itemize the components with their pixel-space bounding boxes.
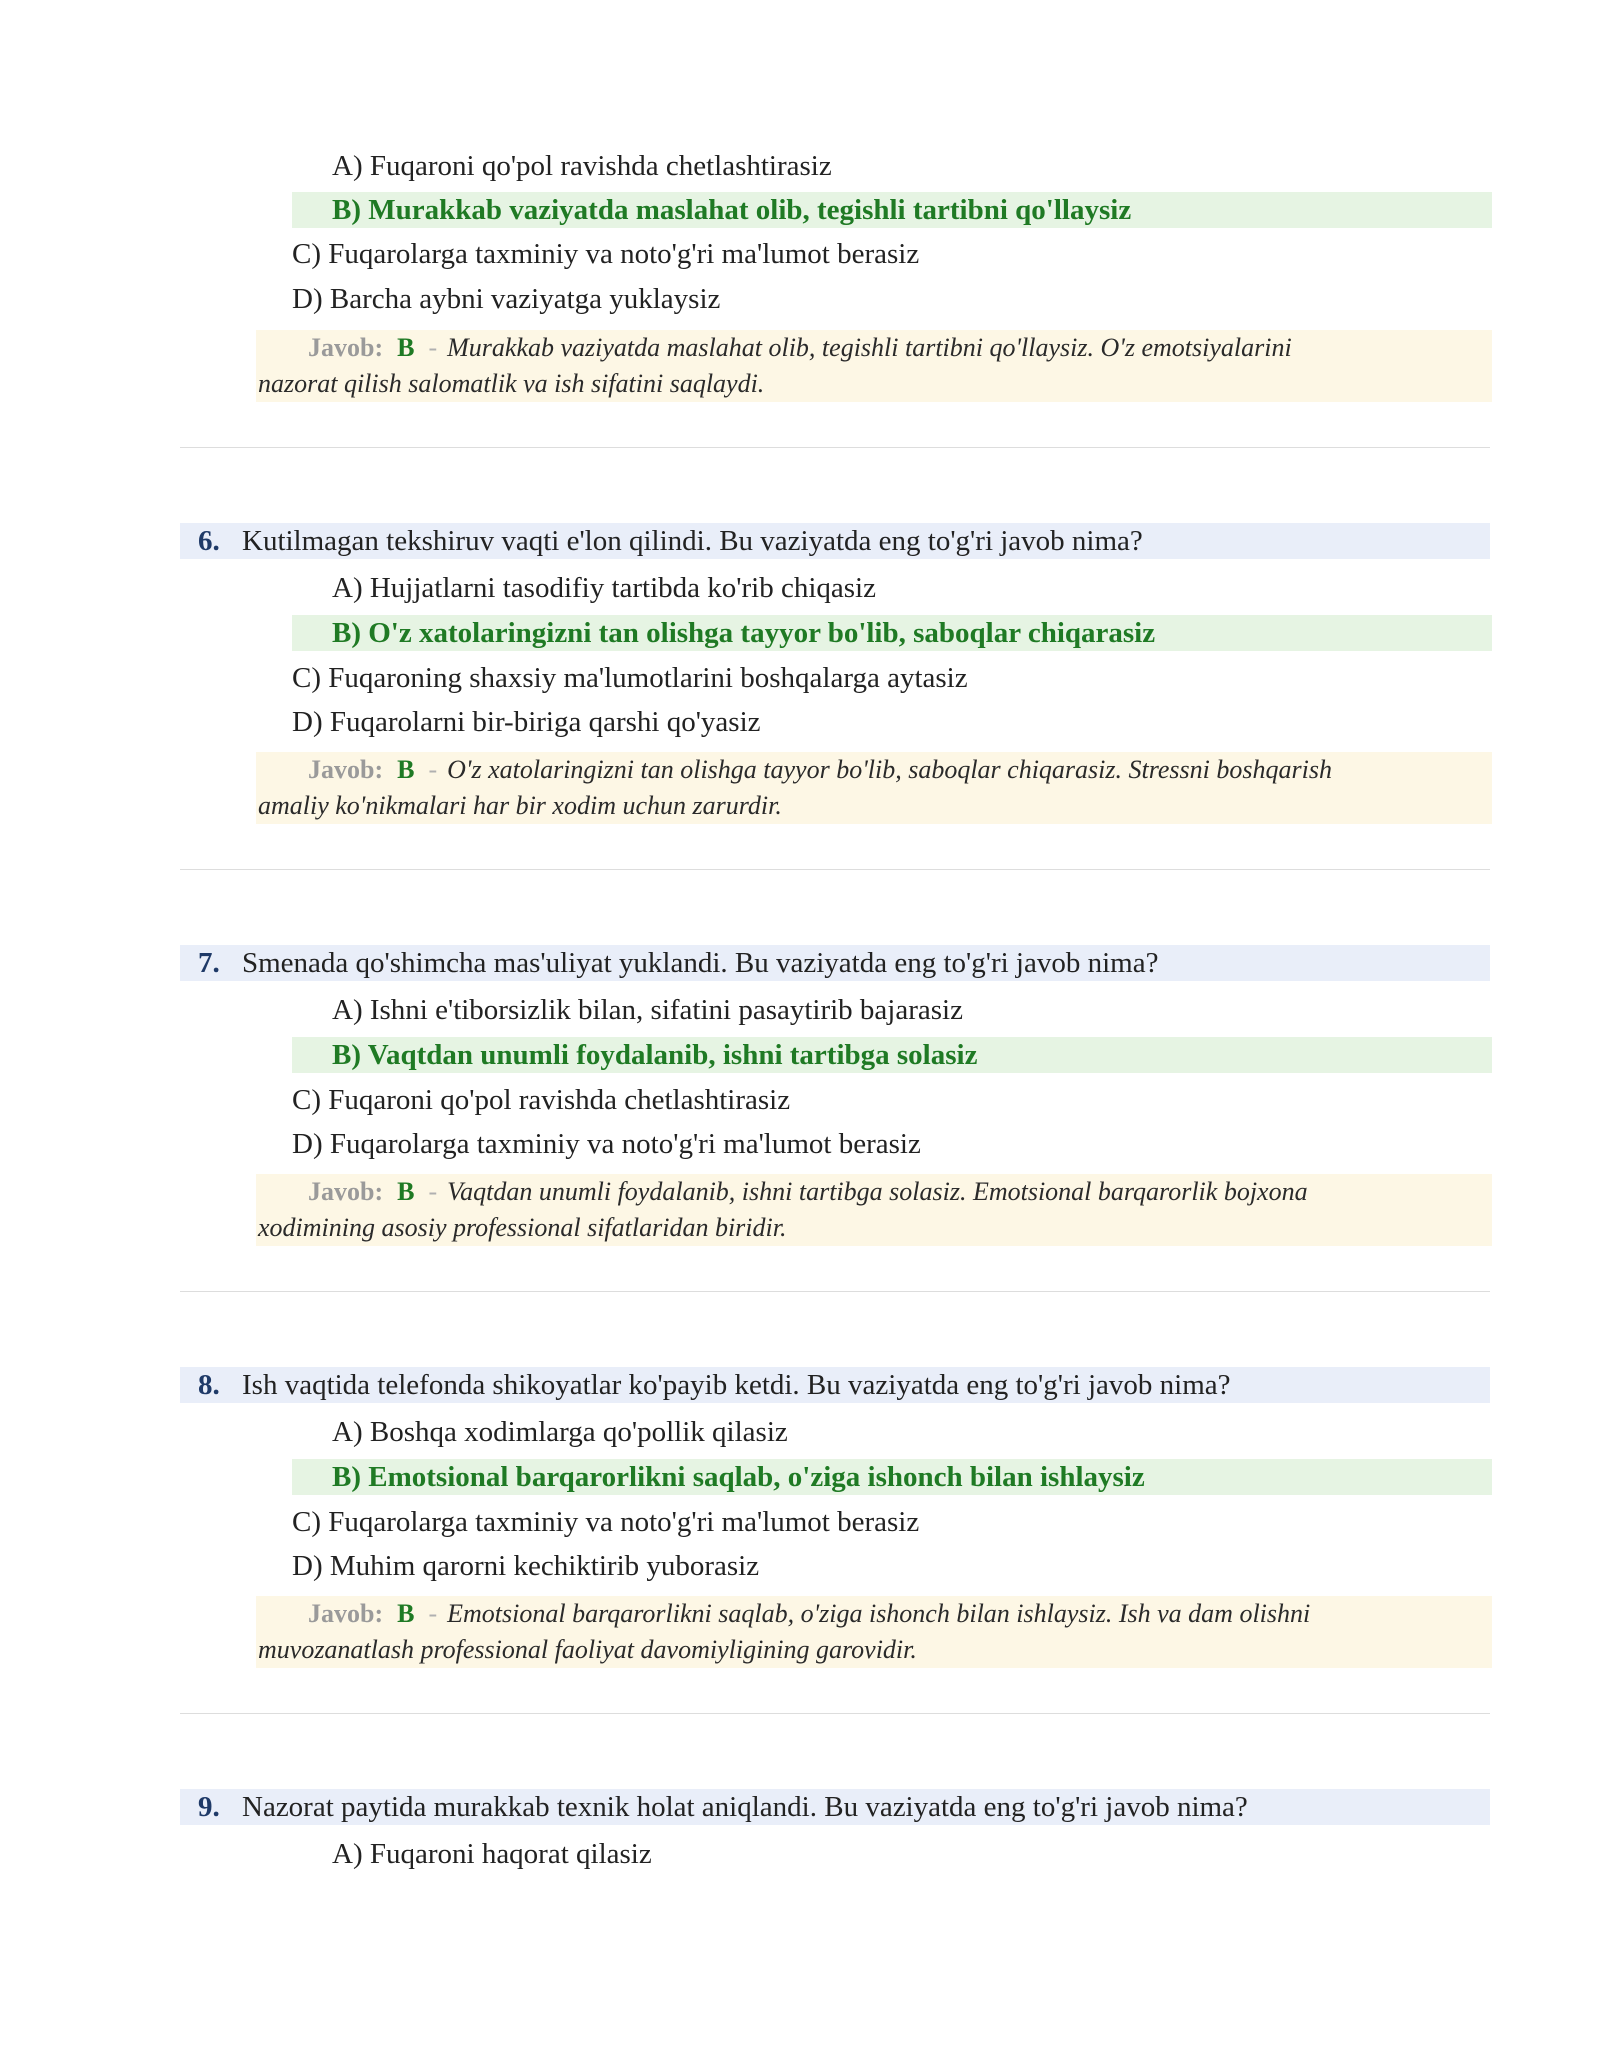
answer-label: Javob: (308, 333, 384, 362)
q7-option-c: C) Fuqaroni qo'pol ravishda chetlashtirasiz (292, 1084, 791, 1116)
q7-option-b-correct: B) Vaqtdan unumli foydalanib, ishni tartibga solasiz (292, 1037, 1492, 1073)
answer-letter: B (397, 755, 415, 784)
q7-question-row (180, 945, 1490, 981)
answer-explanation-line2: muvozanatlash professional faoliyat davomiyligining garovidir. (258, 1635, 917, 1664)
section-divider (180, 869, 1490, 870)
answer-letter: B (397, 1177, 415, 1206)
section-divider (180, 1713, 1490, 1714)
q5-option-b-correct: B) Murakkab vaziyatda maslahat olib, tegishli tartibni qo'llaysiz (292, 192, 1492, 228)
answer-explanation-line2: xodimining asosiy professional sifatlaridan biridir. (258, 1213, 787, 1242)
q5-answer-box (256, 330, 1492, 402)
q7-option-d: D) Fuqarolarga taxminiy va noto'g'ri ma'lumot berasiz (292, 1128, 921, 1160)
q8-option-a: A) Boshqa xodimlarga qo'pollik qilasiz (332, 1416, 788, 1448)
answer-explanation-line1: Vaqtdan unumli foydalanib, ishni tartibga solasiz. Emotsional barqarorlik bojxona (447, 1177, 1308, 1206)
q7-option-a: A) Ishni e'tiborsizlik bilan, sifatini pasaytirib bajarasiz (332, 994, 963, 1026)
q8-question-row (180, 1367, 1490, 1403)
q6-question-text: Kutilmagan tekshiruv vaqti e'lon qilindi. Bu vaziyatda eng to'g'ri javob nima? (242, 525, 1143, 557)
q9-question-row (180, 1789, 1490, 1825)
q7-number: 7. (198, 947, 220, 979)
q6-option-a: A) Hujjatlarni tasodifiy tartibda ko'rib chiqasiz (332, 572, 876, 604)
q5-option-a: A) Fuqaroni qo'pol ravishda chetlashtirasiz (332, 150, 832, 182)
answer-dash: - (428, 755, 438, 784)
q8-option-d: D) Muhim qarorni kechiktirib yuborasiz (292, 1550, 760, 1582)
q9-number: 9. (198, 1791, 220, 1823)
answer-letter: B (397, 333, 415, 362)
q6-option-d: D) Fuqarolarni bir-biriga qarshi qo'yasiz (292, 706, 761, 738)
answer-dash: - (428, 1599, 438, 1628)
q7-question-text: Smenada qo'shimcha mas'uliyat yuklandi. Bu vaziyatda eng to'g'ri javob nima? (242, 947, 1159, 979)
q6-answer-box (256, 752, 1492, 824)
q6-option-b-correct: B) O'z xatolaringizni tan olishga tayyor bo'lib, saboqlar chiqarasiz (292, 615, 1492, 651)
q5-option-c: C) Fuqarolarga taxminiy va noto'g'ri ma'lumot berasiz (292, 238, 920, 270)
answer-explanation-line2: nazorat qilish salomatlik va ish sifatini saqlaydi. (258, 369, 765, 398)
answer-explanation-line1: O'z xatolaringizni tan olishga tayyor bo'lib, saboqlar chiqarasiz. Stressni boshqarish (447, 755, 1332, 784)
answer-explanation-line1: Emotsional barqarorlikni saqlab, o'ziga ishonch bilan ishlaysiz. Ish va dam olishni (447, 1599, 1311, 1628)
q6-number: 6. (198, 525, 220, 557)
q8-question-text: Ish vaqtida telefonda shikoyatlar ko'payib ketdi. Bu vaziyatda eng to'g'ri javob nima? (242, 1369, 1231, 1401)
answer-dash: - (428, 333, 438, 362)
answer-explanation-line2: amaliy ko'nikmalari har bir xodim uchun zarurdir. (258, 791, 782, 820)
q8-option-b-correct: B) Emotsional barqarorlikni saqlab, o'ziga ishonch bilan ishlaysiz (292, 1459, 1492, 1495)
q6-question-row (180, 523, 1490, 559)
q8-answer-box (256, 1596, 1492, 1668)
q8-number: 8. (198, 1369, 220, 1401)
q7-answer-box (256, 1174, 1492, 1246)
q8-option-c: C) Fuqarolarga taxminiy va noto'g'ri ma'lumot berasiz (292, 1506, 920, 1538)
answer-label: Javob: (308, 755, 384, 784)
section-divider (180, 447, 1490, 448)
answer-explanation-line1: Murakkab vaziyatda maslahat olib, tegishli tartibni qo'llaysiz. O'z emotsiyalarini (447, 333, 1292, 362)
answer-dash: - (428, 1177, 438, 1206)
answer-label: Javob: (308, 1599, 384, 1628)
q9-option-a: A) Fuqaroni haqorat qilasiz (332, 1838, 652, 1870)
q6-option-c: C) Fuqaroning shaxsiy ma'lumotlarini boshqalarga aytasiz (292, 662, 968, 694)
answer-label: Javob: (308, 1177, 384, 1206)
section-divider (180, 1291, 1490, 1292)
q9-question-text: Nazorat paytida murakkab texnik holat aniqlandi. Bu vaziyatda eng to'g'ri javob nima? (242, 1791, 1248, 1823)
q5-option-d: D) Barcha aybni vaziyatga yuklaysiz (292, 283, 721, 315)
answer-letter: B (397, 1599, 415, 1628)
